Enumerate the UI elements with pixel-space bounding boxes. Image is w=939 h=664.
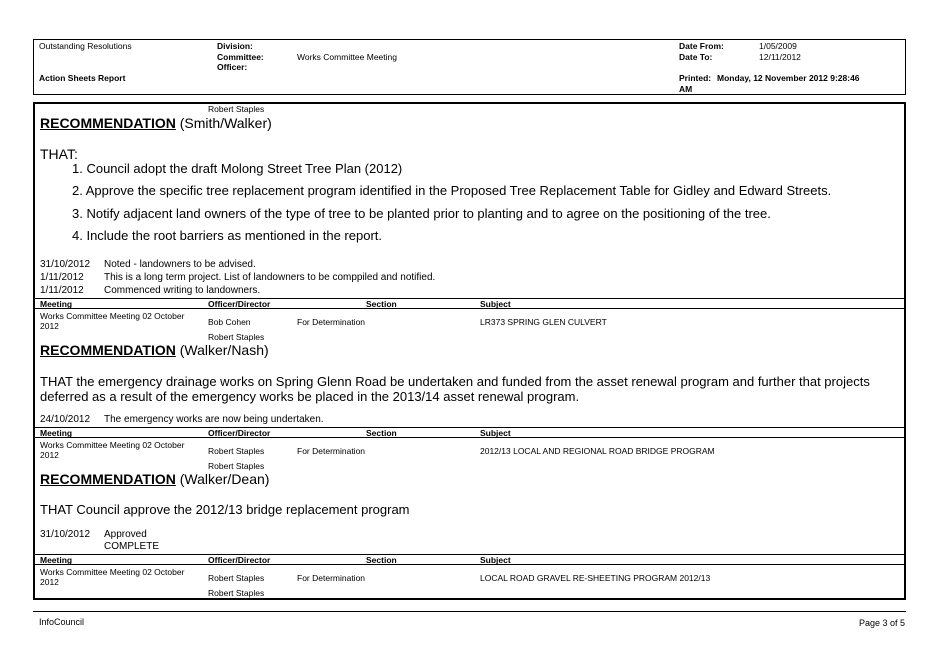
list-item: 3. Notify adjacent land owners of the type of tree to be planted prior to planting and to agree on the positioning of the tree. (72, 206, 771, 221)
officer-name: Bob Cohen (208, 317, 251, 327)
officer-name: Robert Staples (208, 446, 265, 456)
that-label: THAT: (40, 146, 78, 162)
footer-divider (33, 611, 906, 612)
meeting-name: Works Committee Meeting 02 October (40, 440, 185, 450)
note-date: 1/11/2012 (40, 272, 84, 283)
recommendation-title: RECOMMENDATION (40, 342, 176, 358)
meeting-name: Works Committee Meeting 02 October (40, 311, 185, 321)
date-to-label: Date To: (679, 52, 713, 62)
list-item: 2. Approve the specific tree replacement program identified in the Proposed Tree Replacement Table for Gidley and Edward Streets. (72, 183, 832, 198)
note-date: 31/10/2012 (40, 529, 91, 540)
col-meeting: Meeting (40, 555, 73, 565)
date-from-label: Date From: (679, 41, 724, 51)
recommendation-heading (40, 115, 272, 131)
meeting-year: 2012 (40, 577, 59, 587)
list-item: 4. Include the root barriers as mentioned in the report. (72, 228, 383, 243)
note-date: 1/11/2012 (40, 285, 84, 296)
resolution-text: THAT Council approve the 2012/13 bridge replacement program (40, 502, 410, 517)
printed-value: Monday, 12 November 2012 9:28:46 (717, 73, 860, 83)
footer-app-name: InfoCouncil (39, 617, 85, 627)
committee-value: Works Committee Meeting (297, 52, 397, 62)
note-date: 31/10/2012 (40, 259, 91, 270)
officer-name: Robert Staples (208, 104, 265, 114)
subject-value: 2012/13 LOCAL AND REGIONAL ROAD BRIDGE PROGRAM (480, 446, 715, 456)
resolution-text: THAT the emergency drainage works on Spring Glenn Road be undertaken and funded from the asset renewal program and further that projects (40, 374, 870, 389)
section-value: For Determination (297, 446, 366, 456)
meeting-name: Works Committee Meeting 02 October (40, 567, 185, 577)
list-item: 1. Council adopt the draft Molong Street Tree Plan (2012) (72, 161, 403, 176)
division-label: Division: (217, 41, 253, 51)
note-status: COMPLETE (104, 541, 160, 552)
col-subject: Subject (480, 555, 511, 565)
col-officer: Officer/Director (208, 555, 271, 565)
recommendation-heading (40, 342, 269, 358)
col-meeting: Meeting (40, 428, 73, 438)
report-type: Action Sheets Report (39, 73, 126, 83)
section-value: For Determination (297, 573, 366, 583)
page-number: Page 3 of 5 (859, 618, 906, 628)
date-from-value: 1/05/2009 (759, 41, 797, 51)
column-header-row (35, 554, 904, 565)
col-section: Section (366, 555, 397, 565)
section-value: For Determination (297, 317, 366, 327)
col-section: Section (366, 428, 397, 438)
recommendation-heading (40, 471, 269, 487)
col-subject: Subject (480, 428, 511, 438)
officer-name: Robert Staples (208, 461, 265, 471)
note-text: Approved (104, 529, 147, 540)
committee-label: Committee: (217, 52, 264, 62)
recommendation-movers: (Smith/Walker) (179, 115, 272, 131)
column-header-row (35, 298, 904, 309)
printed-label: Printed: (679, 73, 712, 83)
recommendation-movers: (Walker/Dean) (179, 471, 270, 487)
officer-name: Robert Staples (208, 573, 265, 583)
meeting-year: 2012 (40, 450, 59, 460)
note-text: The emergency works are now being undertaken. (104, 414, 324, 425)
col-meeting: Meeting (40, 299, 73, 309)
column-header-row (35, 427, 904, 438)
resolution-text: deferred as a result of the emergency works be placed in the 2013/14 asset renewal program. (40, 389, 580, 404)
recommendation-title: RECOMMENDATION (40, 115, 176, 131)
subject-value: LOCAL ROAD GRAVEL RE-SHEETING PROGRAM 2012/13 (480, 573, 711, 583)
report-name: Outstanding Resolutions (39, 41, 132, 51)
subject-value: LR373 SPRING GLEN CULVERT (480, 317, 607, 327)
meeting-year: 2012 (40, 321, 59, 331)
date-to-value: 12/11/2012 (759, 52, 801, 62)
note-text: Noted - landowners to be advised. (104, 259, 256, 270)
note-date: 24/10/2012 (40, 414, 91, 425)
recommendation-title: RECOMMENDATION (40, 471, 176, 487)
recommendation-movers: (Walker/Nash) (179, 342, 269, 358)
col-section: Section (366, 299, 397, 309)
officer-label: Officer: (217, 62, 248, 72)
note-text: This is a long term project. List of landowners to be comppiled and notified. (104, 272, 436, 283)
note-text: Commenced writing to landowners. (104, 285, 261, 296)
officer-name: Robert Staples (208, 588, 265, 598)
printed-value-cont: AM (679, 84, 693, 94)
col-subject: Subject (480, 299, 511, 309)
officer-name: Robert Staples (208, 332, 265, 342)
col-officer: Officer/Director (208, 428, 271, 438)
col-officer: Officer/Director (208, 299, 271, 309)
